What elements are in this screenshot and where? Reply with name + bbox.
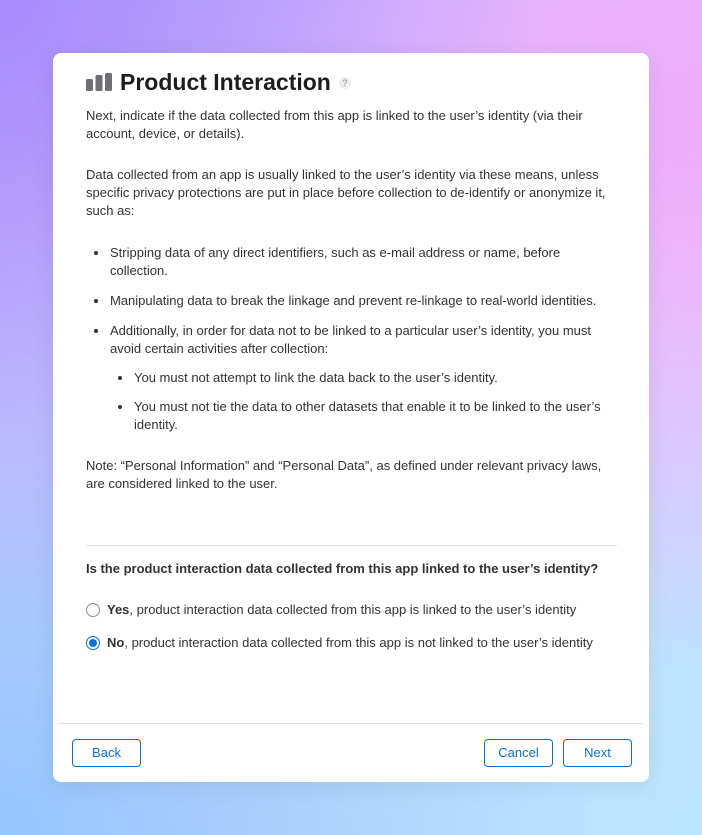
- list-item: [86, 292, 618, 310]
- means-text: Data collected from an app is usually linked to the user’s identity via these means, unless specific privacy protections are put in place before collection to de-identify or anonymize it, such as:: [86, 167, 606, 218]
- list-item-text: Additionally, in order for data not to be linked to a particular user’s identity, you must avoid certain activities after collection:: [110, 323, 592, 356]
- footer-divider: [59, 723, 643, 724]
- option-yes-label: [107, 602, 576, 618]
- intro-text: Next, indicate if the data collected from this app is linked to the user’s identity (via their account, device, or details).: [86, 108, 583, 141]
- section-divider: [86, 545, 617, 546]
- no-radio[interactable]: [86, 636, 100, 650]
- option-yes-rest: , product interaction data collected from this app is linked to the user’s identity: [129, 602, 577, 617]
- list-item: [86, 244, 618, 280]
- bar-chart-icon: [86, 73, 112, 91]
- next-button[interactable]: Next: [563, 739, 632, 767]
- sublist-item-text: You must not tie the data to other datasets that enable it to be linked to the user’s identity.: [134, 399, 601, 432]
- option-no-rest: , product interaction data collected from this app is not linked to the user’s identity: [124, 635, 593, 650]
- help-icon[interactable]: ?: [339, 77, 351, 89]
- sublist-item: [110, 398, 618, 434]
- option-no-bold: No: [107, 635, 125, 650]
- sublist-item-text: You must not attempt to link the data back to the user’s identity.: [134, 370, 498, 385]
- sublist-item: [110, 369, 618, 387]
- linked-question: Is the product interaction data collected from this app linked to the user’s identity?: [86, 561, 599, 576]
- list-item-text: Manipulating data to break the linkage and prevent re-linkage to real-world identities.: [110, 293, 597, 308]
- protections-list: [86, 244, 618, 434]
- cancel-button[interactable]: Cancel: [484, 739, 553, 767]
- back-button[interactable]: Back: [72, 739, 141, 767]
- page-title: Product Interaction: [120, 69, 331, 95]
- yes-radio[interactable]: [86, 603, 100, 617]
- list-item: [86, 322, 618, 434]
- dialog-header: [86, 69, 351, 95]
- option-yes[interactable]: [86, 602, 618, 618]
- note-text: Note: “Personal Information” and “Personal Data”, as defined under relevant privacy laws, are considered linked to the user.: [86, 458, 602, 491]
- option-no-label: [107, 635, 593, 651]
- list-item-text: Stripping data of any direct identifiers, such as e-mail address or name, before collection.: [110, 245, 561, 278]
- option-no[interactable]: [86, 635, 618, 651]
- product-interaction-dialog: [53, 53, 649, 782]
- dialog-content: [86, 107, 618, 493]
- option-yes-bold: Yes: [107, 602, 130, 617]
- activities-sublist: [110, 369, 618, 434]
